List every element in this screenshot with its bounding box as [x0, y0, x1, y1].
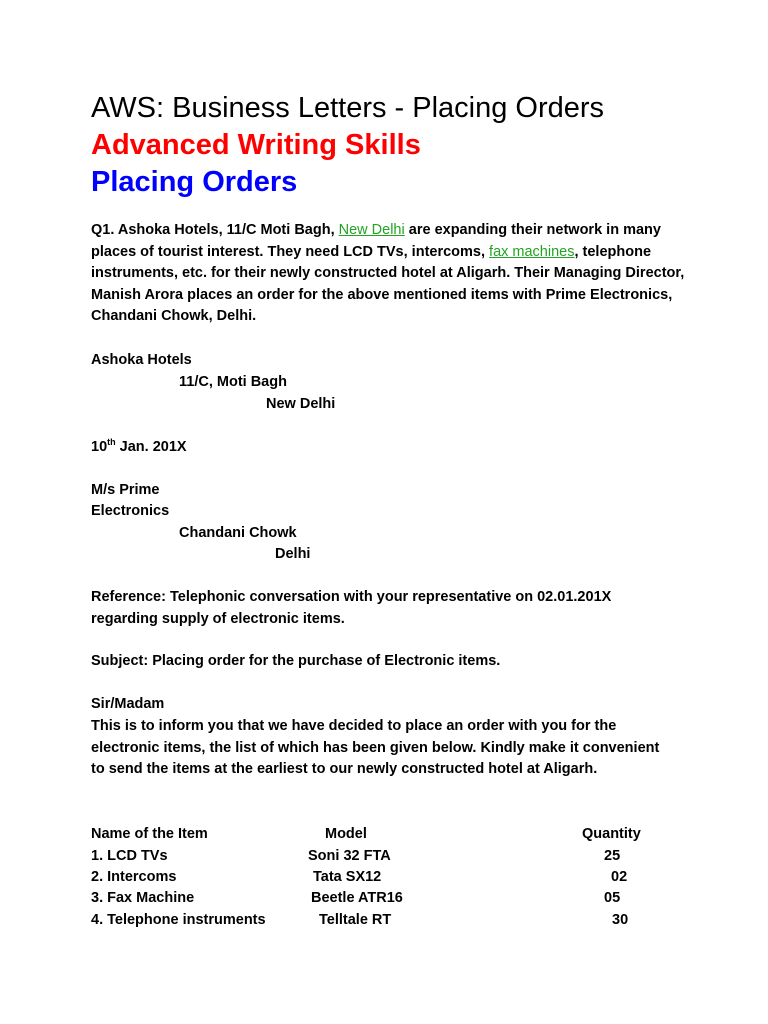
reference-paragraph: Reference: Telephonic conversation with your representative on 02.01.201X regarding supply of electronic items.	[91, 589, 612, 627]
receiver-city: Delhi	[275, 546, 311, 562]
row-model: Beetle ATR16	[311, 890, 403, 906]
header-item: Name of the Item	[91, 826, 208, 842]
document-title: AWS: Business Letters - Placing Orders	[91, 92, 605, 124]
question-middle: are expanding their network in many places of tourist interest. They need LCD TVs, intercoms,	[91, 222, 661, 260]
row-model: Soni 32 FTA	[308, 848, 391, 864]
new-delhi-link[interactable]: New Delhi	[338, 222, 405, 238]
row-quantity: 30	[612, 912, 629, 928]
header-model: Model	[325, 826, 367, 842]
receiver-street: Chandani Chowk	[179, 525, 297, 541]
receiver-line1: M/s Prime	[91, 482, 160, 498]
row-item: 1. LCD TVs	[91, 848, 168, 864]
salutation: Sir/Madam	[91, 696, 165, 712]
row-quantity: 05	[604, 890, 621, 906]
fax-machines-link[interactable]: fax machines	[489, 243, 575, 260]
question-prefix: Q1. Ashoka Hotels, 11/C Moti Bagh,	[91, 222, 339, 238]
date-rest: Jan. 201X	[115, 439, 187, 455]
sender-name: Ashoka Hotels	[91, 352, 192, 368]
question-suffix: , telephone instruments, etc. for their newly constructed hotel at Aligarh. Their Managing Director, Manish Arora places an order for the above mentioned items with Prime Electronics, Chandani Chowk, Delhi.	[91, 243, 685, 324]
date-day: 10	[91, 439, 108, 455]
sender-street: 11/C, Moti Bagh	[179, 374, 287, 390]
document-subtitle-blue: Placing Orders	[91, 166, 298, 198]
document-subtitle-red: Advanced Writing Skills	[91, 129, 421, 161]
letter-date	[91, 437, 187, 459]
row-quantity: 25	[604, 848, 621, 864]
date-suffix: th	[107, 437, 116, 448]
body-paragraph: This is to inform you that we have decided to place an order with you for the electronic items, the list of which has been given below. Kindly make it convenient to send the items at the earliest to our newly constructed hotel at Aligarh.	[91, 718, 660, 777]
subject-line: Subject: Placing order for the purchase of Electronic items.	[91, 653, 501, 669]
row-model: Telltale RT	[319, 912, 392, 928]
header-quantity: Quantity	[582, 826, 641, 842]
row-item: 2. Intercoms	[91, 869, 177, 885]
row-quantity: 02	[611, 869, 628, 885]
row-model: Tata SX12	[313, 869, 382, 885]
receiver-line2: Electronics	[91, 503, 170, 519]
question-paragraph	[91, 220, 691, 328]
row-item: 3. Fax Machine	[91, 890, 195, 906]
sender-city: New Delhi	[266, 396, 336, 412]
row-item: 4. Telephone instruments	[91, 912, 266, 928]
